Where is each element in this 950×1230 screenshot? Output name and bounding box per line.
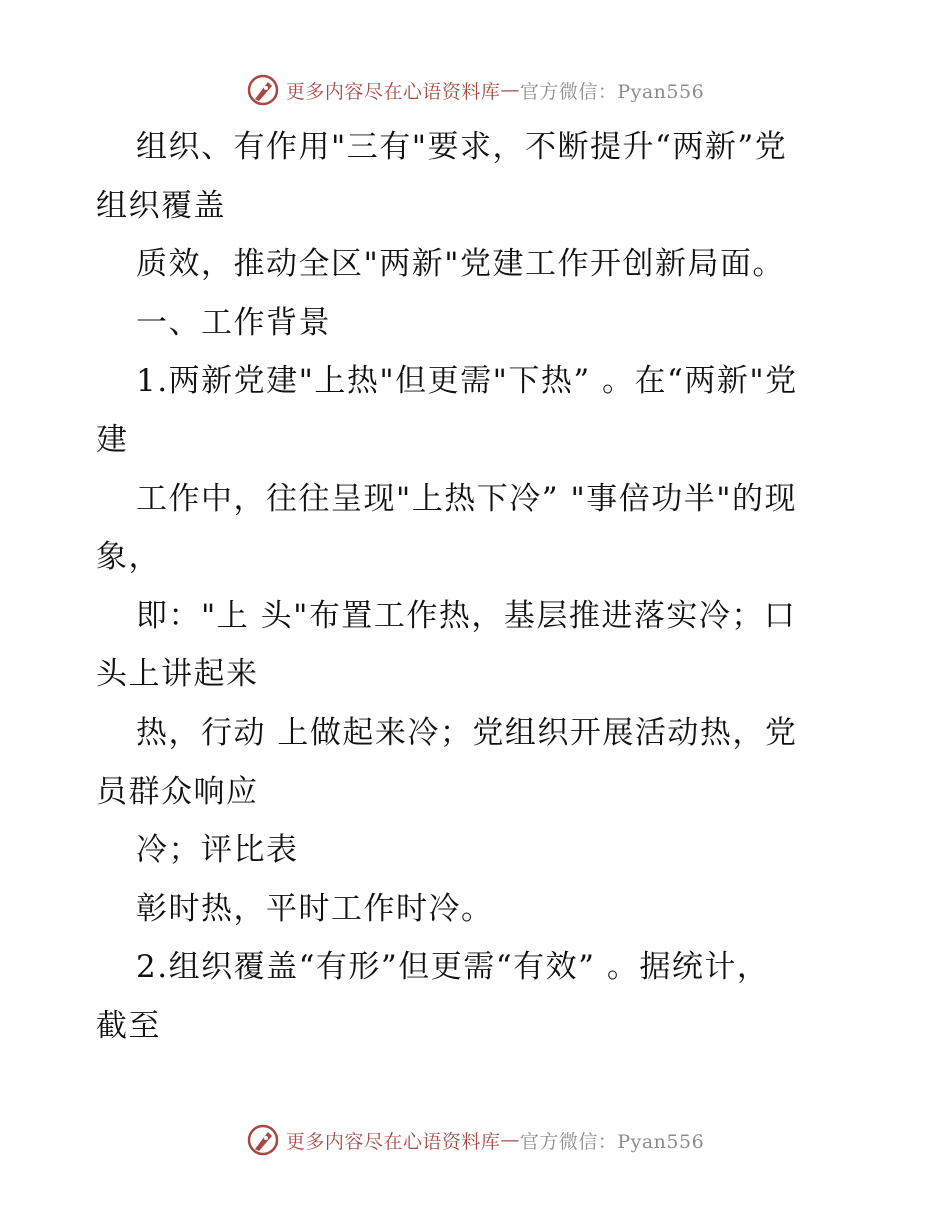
paragraph-line: 即："上 头"布置工作热，基层推进落实冷；口 — [136, 597, 797, 634]
paragraph-line: 象， — [96, 539, 161, 576]
paragraph-line: 截至 — [96, 1007, 161, 1044]
section-heading: 一、工作背景 — [136, 304, 331, 341]
paragraph-line: 组织、有作用"三有"要求，不断提升“两新”党 — [136, 129, 788, 165]
paragraph-line: 热，行动 上做起来冷；党组织开展活动热，党 — [136, 714, 798, 751]
banner-separator: — — [500, 79, 520, 101]
header-banner — [0, 70, 950, 110]
pen-nib-logo-icon — [246, 73, 280, 107]
paragraph-line: 质效，推动全区"两新"党建工作开创新局面。 — [136, 246, 786, 283]
paragraph-line: 工作中，往往呈现"上热下冷” "事倍功半"的现 — [136, 480, 797, 517]
banner-separator: — — [500, 1129, 520, 1151]
document-body — [96, 118, 876, 1056]
paragraph-line: 2.组织覆盖“有形”但更需“有效” 。据统计， — [136, 949, 770, 986]
paragraph-line: 员群众响应 — [96, 773, 259, 810]
pen-nib-logo-icon — [246, 1123, 280, 1157]
paragraph-line: 冷；评比表 — [136, 832, 299, 869]
paragraph-line: 建 — [96, 421, 129, 458]
paragraph-line: 彰时热，平时工作时冷。 — [136, 890, 494, 927]
paragraph-line: 头上讲起来 — [96, 656, 259, 693]
paragraph-line: 1.两新党建"上热"但更需"下热” 。在“两新"党 — [136, 363, 798, 400]
banner-text-main: 更多内容尽在心语资料库 — [285, 1130, 501, 1153]
banner-wechat: 官方微信：Pyan556 — [519, 80, 705, 103]
banner-text-main: 更多内容尽在心语资料库 — [285, 80, 501, 103]
banner-wechat: 官方微信：Pyan556 — [519, 1130, 705, 1153]
paragraph-line: 组织覆盖 — [96, 187, 226, 224]
footer-banner — [0, 1120, 950, 1160]
